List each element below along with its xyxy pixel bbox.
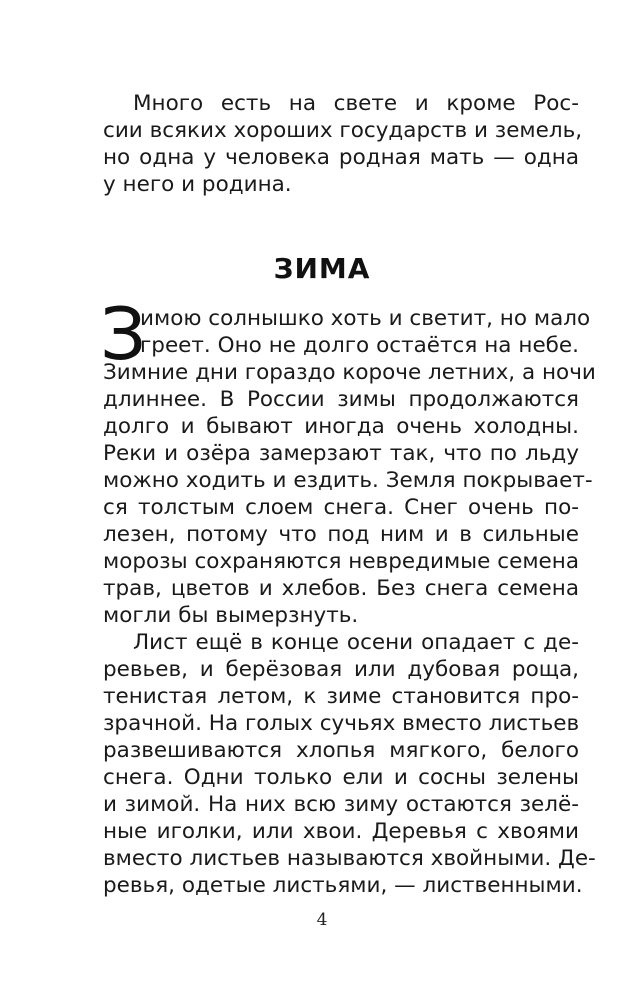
- paragraph-line: морозы сохраняются невредимые семена: [103, 549, 579, 574]
- paragraph-line: Реки и озёра замерзают так, что по льду: [103, 441, 579, 466]
- paragraph-line: могли бы вымерзнуть.: [103, 603, 359, 628]
- intro-line: у него и родина.: [103, 172, 292, 197]
- paragraph-line: имою солнышко хоть и светит, но мало: [140, 306, 591, 331]
- page-number: 4: [316, 910, 328, 930]
- paragraph-line: ревья, одетые листьями, — лиственными.: [103, 873, 583, 898]
- intro-line: но одна у человека родная мать — одна: [103, 145, 579, 170]
- drop-cap: З: [100, 292, 147, 376]
- paragraph-line: Зимние дни гораздо короче летних, а ночи: [103, 360, 596, 385]
- paragraph-line: тенистая летом, к зиме становится про-: [103, 684, 579, 709]
- paragraph-line: длиннее. В России зимы продолжаются: [103, 387, 579, 412]
- paragraph-line: ные иголки, или хвои. Деревья с хвоями: [103, 819, 579, 844]
- paragraph-line: лезен, потому что под ним и в сильные: [103, 522, 579, 547]
- paragraph-line: трав, цветов и хлебов. Без снега семена: [103, 576, 579, 601]
- paragraph-line: ревьев, и берёзовая или дубовая роща,: [103, 657, 579, 682]
- paragraph-line: развешиваются хлопья мягкого, белого: [103, 738, 579, 763]
- paragraph-line: можно ходить и ездить. Земля покрывает-: [103, 468, 593, 493]
- paragraph-line: зрачной. На голых сучьях вместо листьев: [103, 711, 580, 736]
- paragraph-line: греет. Оно не долго остаётся на небе.: [140, 333, 579, 358]
- paragraph-line: вместо листьев называются хвойными. Де-: [103, 846, 596, 871]
- paragraph-line: долго и бывают иногда очень холодны.: [103, 414, 579, 439]
- paragraph-line: снега. Одни только ели и сосны зелены: [103, 765, 579, 790]
- paragraph-line: ся толстым слоем снега. Снег очень по-: [103, 495, 579, 520]
- paragraph-line: и зимой. На них всю зиму остаются зелё-: [103, 792, 579, 817]
- intro-line: сии всяких хороших государств и земель,: [103, 118, 583, 143]
- paragraph-line: Лист ещё в конце осени опадает с де-: [133, 630, 579, 655]
- intro-line: Много есть на свете и кроме Рос-: [133, 91, 579, 116]
- section-title: ЗИМА: [273, 252, 371, 285]
